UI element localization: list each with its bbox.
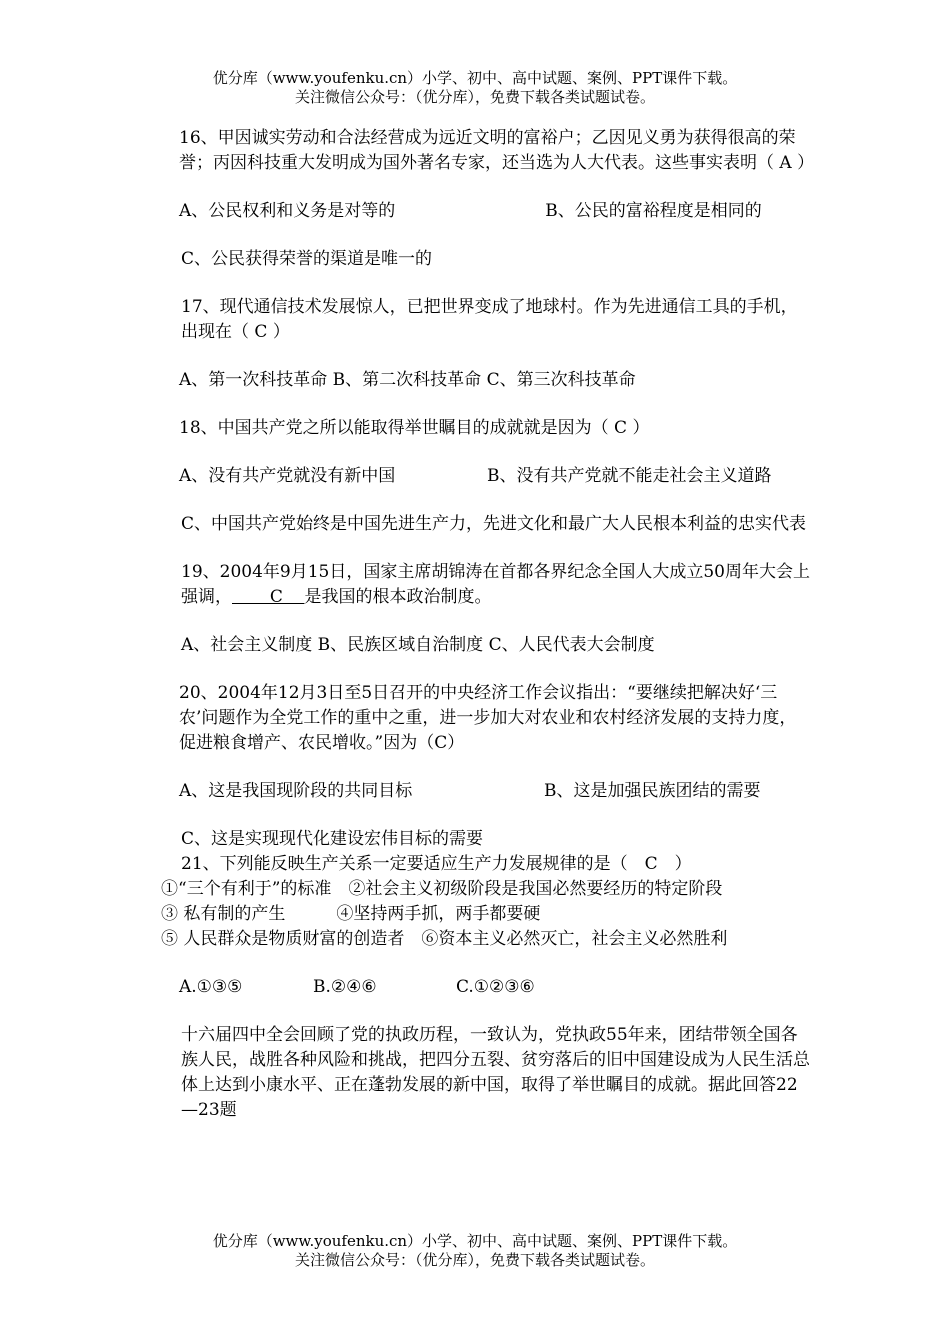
- q21-item-3: ⑤ 人民群众是物质财富的创造者 ⑥资本主义必然灭亡，社会主义必然胜利: [161, 929, 728, 949]
- footer-line-1: 优分库（www.youfenku.cn）小学、初中、高中试题、案例、PPT课件下载。: [212, 1232, 738, 1250]
- q21-item-2: ③ 私有制的产生 ④坚持两手抓，两手都要硬: [161, 904, 541, 924]
- q18-options-ab: [147, 464, 812, 489]
- q20-option-c: C、这是实现现代化建设宏伟目标的需要: [181, 829, 484, 849]
- q17-stem: 17、现代通信技术发展惊人，已把世界变成了地球村。作为先进通信工具的手机，出现在（ C ）: [181, 297, 798, 342]
- q16-options-ab: [147, 199, 812, 224]
- q18-option-b: B、没有共产党就不能走社会主义道路: [487, 466, 772, 486]
- q19-answer-blank: C: [232, 587, 305, 607]
- q19-stem-after: 是我国的根本政治制度。: [304, 587, 492, 607]
- q21-option-c: C.①②③⑥: [456, 977, 535, 997]
- q21-options: [147, 975, 812, 1000]
- q21-item-1: ①“三个有利于”的标准 ②社会主义初级阶段是我国必然要经历的特定阶段: [161, 879, 723, 899]
- q20-stem: 20、2004年12月3日至5日召开的中央经济工作会议指出：“要继续把解决好‘三农’问题作为全党工作的重中之重，进一步加大对农业和农村经济发展的支持力度，促进粮食增产、农民增收。”因为（C）: [179, 683, 797, 753]
- passage-22-23: 十六届四中全会回顾了党的执政历程，一致认为，党执政55年来，团结带领全国各族人民，战胜各种风险和挑战，把四分五裂、贫穷落后的旧中国建设成为人民生活总体上达到小康水平、正在蓬勃发展的新中国，取得了举世瞩目的成就。据此回答22—23题: [181, 1025, 810, 1120]
- q20-options-ab: [147, 779, 812, 804]
- footer-line-2: 关注微信公众号：（优分库），免费下载各类试题试卷。: [294, 1251, 655, 1269]
- q20-option-a: A、这是我国现阶段的共同目标: [179, 781, 413, 801]
- q16-stem: 16、甲因诚实劳动和合法经营成为远近文明的富裕户；乙因见义勇为获得很高的荣誉；丙因科技重大发明成为国外著名专家，还当选为人大代表。这些事实表明（ A ）: [179, 128, 815, 173]
- q19-options: A、社会主义制度 B、民族区域自治制度 C、人民代表大会制度: [181, 635, 655, 655]
- q21-option-b: B.②④⑥: [313, 977, 377, 997]
- q18-option-a: A、没有共产党就没有新中国: [179, 466, 396, 486]
- q16-option-a: A、公民权利和义务是对等的: [179, 201, 396, 221]
- question-content: [147, 126, 815, 1123]
- q18-option-c: C、中国共产党始终是中国先进生产力，先进文化和最广大人民根本利益的忠实代表: [181, 514, 807, 534]
- q16-option-c: C、公民获得荣誉的渠道是唯一的: [181, 249, 433, 269]
- q21-option-a: A.①③⑤: [179, 977, 243, 997]
- q21-stem: 21、下列能反映生产关系一定要适应生产力发展规律的是（ C ）: [181, 854, 692, 874]
- header-line-2: 关注微信公众号：（优分库），免费下载各类试题试卷。: [294, 88, 655, 106]
- q16-option-b: B、公民的富裕程度是相同的: [545, 201, 762, 221]
- q19-stem: [147, 560, 812, 610]
- q20-option-b: B、这是加强民族团结的需要: [544, 781, 761, 801]
- header-line-1: 优分库（www.youfenku.cn）小学、初中、高中试题、案例、PPT课件下载。: [212, 69, 738, 87]
- page-header: [0, 69, 950, 107]
- page-footer: [0, 1232, 950, 1270]
- q18-stem: 18、中国共产党之所以能取得举世瞩目的成就就是因为（ C ）: [179, 418, 650, 438]
- q17-options: A、第一次科技革命 B、第二次科技革命 C、第三次科技革命: [179, 370, 636, 390]
- q19-stem-before: 19、2004年9月15日，国家主席胡锦涛在首都各界纪念全国人大成立50周年大会上强调，: [181, 562, 810, 607]
